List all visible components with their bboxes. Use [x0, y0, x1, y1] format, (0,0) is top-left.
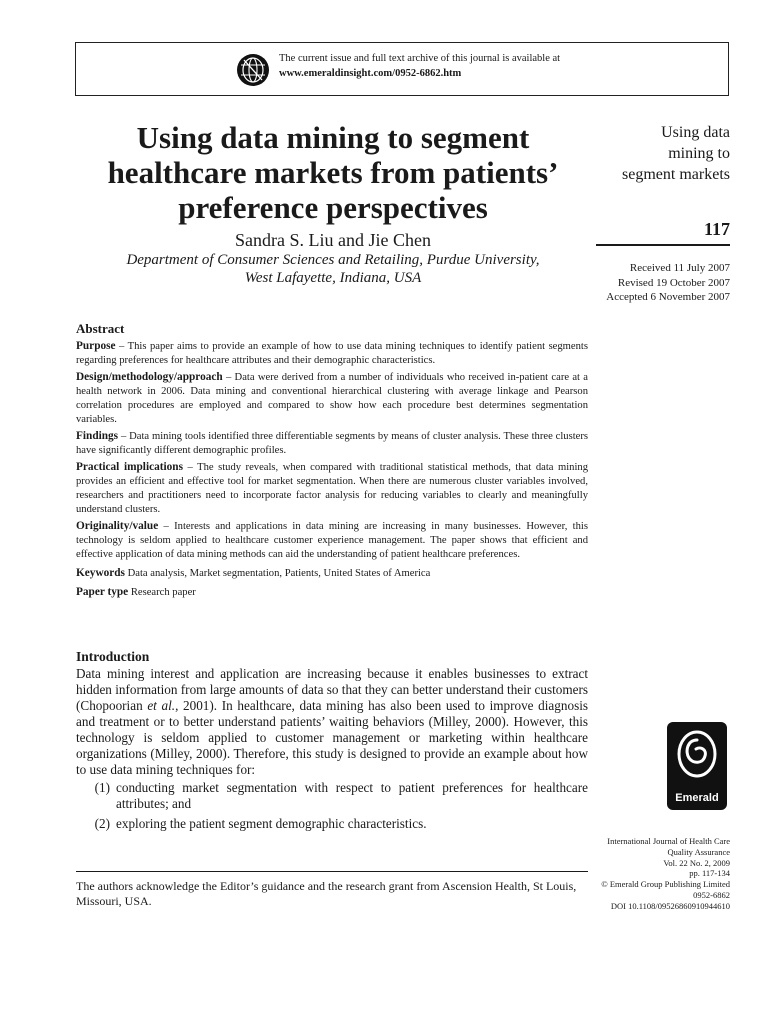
purpose-label: Purpose [76, 340, 116, 352]
affiliation-line-2: West Lafayette, Indiana, USA [244, 270, 422, 286]
practical-text: – The study reveals, when compared with traditional statistical methods, that data mining provides an efficient and effective tool for market segmentation. When there are numerous cluster variables involved, researchers and practitioners need to incorporate factor analysis for reducing variables to clearly and meaningfully understand clusters. [76, 462, 588, 515]
journal-archive-notice [75, 42, 729, 96]
list-item [76, 780, 588, 812]
list-item [76, 816, 588, 832]
introduction-heading: Introduction [76, 649, 150, 664]
abstract-heading: Abstract [76, 321, 125, 336]
list-item-text: conducting market segmentation with respect to patient preferences for healthcare attributes; and [116, 780, 588, 811]
archive-url-link[interactable]: www.emeraldinsight.com/0952-6862.htm [279, 68, 462, 79]
originality-text: – Interests and applications in data mining are increasing in many businesses. However, this technology is seldom applied to healthcare customer experience management. The paper shows that efficient and effective application of data mining methods can aid the understanding of patient healthcare preferences. [76, 521, 588, 560]
author-names: Sandra S. Liu and Jie Chen [235, 230, 431, 250]
introduction-section [76, 649, 588, 836]
abstract-practical [76, 460, 588, 517]
paper-type-label: Paper type [76, 586, 129, 598]
acknowledgement-footnote: The authors acknowledge the Editor’s guidance and the research grant from Ascension Health, St Louis, Missouri, USA. [76, 879, 577, 908]
keywords-text: Data analysis, Market segmentation, Patients, United States of America [124, 568, 431, 579]
list-item-text: exploring the patient segment demographic characteristics. [116, 816, 427, 831]
journal-citation-info [560, 836, 730, 912]
design-text: – Data were derived from a number of individuals who received in-patient care at a health network in 2006. Data mining and conventional hierarchical clustering with average linkage and Pearson correlation procedures are employed and compared to show how each procedure best determines segmentation variables. [76, 372, 588, 425]
emerald-logo-text: Emerald [675, 792, 719, 804]
intro-citation-etal: et al. [147, 698, 176, 713]
intro-text-2: , 2001). In healthcare, data mining has also been used to improve diagnosis and treatment or to better understand patients’ waiting behaviors (Milley, 2000). However, this technology is seldom applied to customer management or marketing within healthcare organizations (Milley, 2000). Therefore, this study is designed to provide an example about how to use data mining techniques for: [76, 698, 588, 777]
journal-issn: 0952-6862 [693, 889, 730, 900]
page-number-rule [596, 244, 730, 246]
abstract-paper-type [76, 585, 588, 600]
abstract-findings [76, 429, 588, 458]
accepted-date: Accepted 6 November 2007 [606, 291, 730, 303]
abstract-section [76, 322, 588, 602]
journal-name-line-1: International Journal of Health Care [607, 836, 730, 846]
submission-dates [560, 261, 730, 305]
purpose-text: – This paper aims to provide an example of how to use data mining techniques to identify patient segments regarding preferences for healthcare attributes and their demographic characteristics. [76, 341, 588, 366]
archive-notice-text: The current issue and full text archive of this journal is available at [279, 53, 561, 64]
revised-date: Revised 19 October 2007 [617, 276, 730, 289]
list-item-number: (2) [94, 816, 110, 831]
emerald-swirl-icon [675, 730, 719, 782]
globe-icon [236, 53, 270, 87]
page-number: 117 [703, 219, 730, 239]
author-affiliation [80, 251, 586, 287]
paper-type-text: Research paper [128, 587, 196, 598]
running-title-line-1: Using data [661, 124, 730, 141]
title-line-1: Using data mining to segment [136, 120, 530, 155]
paper-title [70, 120, 596, 225]
findings-text: – Data mining tools identified three differentiable segments by means of cluster analysis. These three clusters have significantly different demographic profiles. [76, 431, 588, 456]
journal-doi[interactable]: DOI 10.1108/09526860910944610 [610, 900, 730, 911]
title-line-3: preference perspectives [178, 190, 488, 225]
journal-copyright: © Emerald Group Publishing Limited [601, 879, 730, 890]
journal-volume: Vol. 22 No. 2, 2009 [663, 857, 730, 868]
abstract-purpose [76, 339, 588, 368]
abstract-design [76, 370, 588, 427]
running-title-line-2: mining to [668, 145, 730, 162]
journal-name-line-2: Quality Assurance [667, 846, 730, 857]
running-title-line-3: segment markets [622, 166, 730, 183]
introduction-paragraph [76, 666, 588, 778]
emerald-logo [667, 722, 727, 810]
design-label: Design/methodology/approach [76, 371, 223, 383]
abstract-originality [76, 519, 588, 562]
footnote-divider [76, 871, 588, 872]
practical-label: Practical implications [76, 461, 183, 473]
title-line-2: healthcare markets from patients’ [107, 155, 559, 190]
running-title [592, 122, 730, 185]
intro-text-1: Data mining interest and application are increasing because it enables businesses to extract hidden information from large amounts of data so that they can better understand their customers (Chopoorian [76, 666, 588, 713]
list-item-number: (1) [94, 780, 110, 795]
findings-label: Findings [76, 430, 119, 442]
affiliation-line-1: Department of Consumer Sciences and Retailing, Purdue University, [126, 252, 540, 268]
introduction-list [76, 780, 588, 832]
received-date: Received 11 July 2007 [629, 262, 730, 274]
originality-label: Originality/value [76, 520, 159, 532]
journal-pages: pp. 117-134 [689, 868, 730, 879]
keywords-label: Keywords [76, 567, 125, 579]
abstract-keywords [76, 566, 588, 581]
